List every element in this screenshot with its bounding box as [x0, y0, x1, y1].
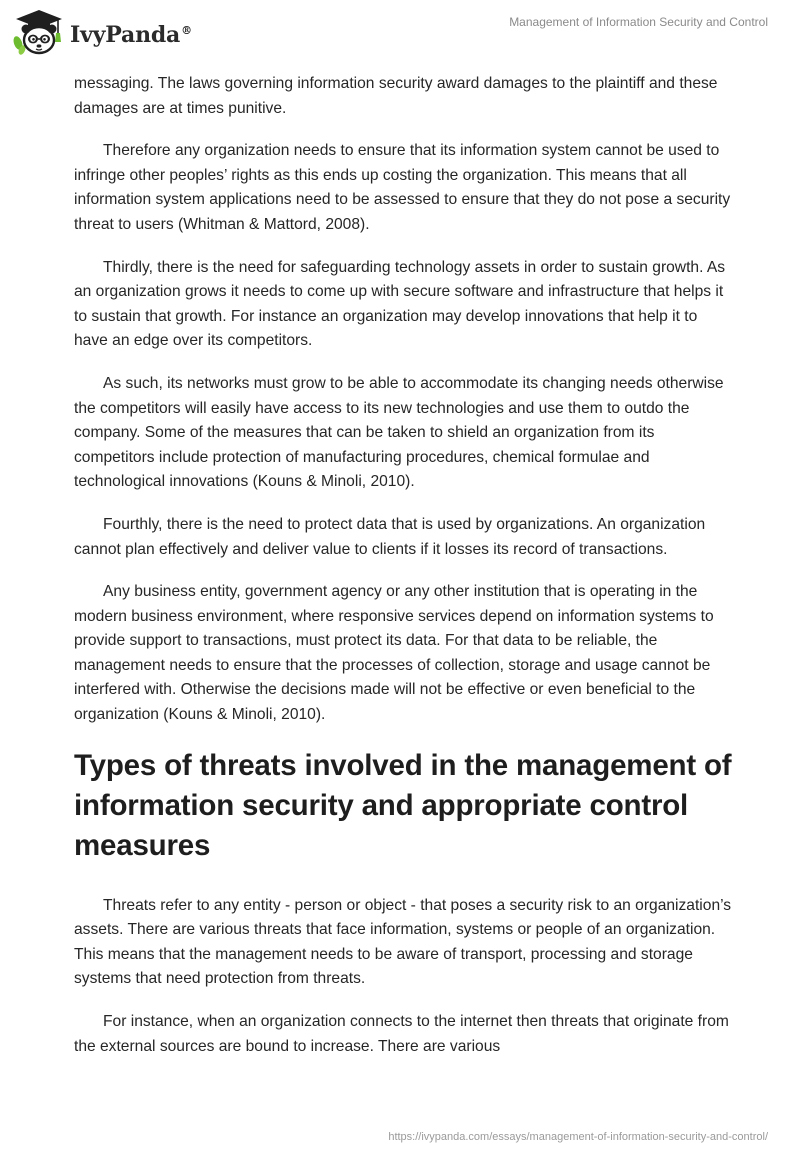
paragraph-5: Fourthly, there is the need to protect data that is used by organizations. An organization cannot plan effectively and deliver value to clients if it losses its record of transactions.	[74, 515, 706, 558]
source-url[interactable]: https://ivypanda.com/essays/management-of-information-security-and-control/	[388, 1131, 768, 1143]
paragraph-3: Thirdly, there is the need for safeguarding technology assets in order to sustain growth. As an organization grows it needs to come up with secure software and infrastructure that helps it to sustain that growth. For instance an organization may develop innovations that help it to have an edge over its competitors.	[74, 258, 726, 350]
paragraph-4: As such, its networks must grow to be able to accommodate its changing needs otherwise the competitors will easily have access to its new technologies and use them to outdo the company. Some of the measures that can be taken to shield an organization from its competitors include protection of manufacturing procedures, chemical formulae and technological innovations (Kouns & Minoli, 2010).	[74, 374, 724, 491]
paragraph-7: Threats refer to any entity - person or object - that poses a security risk to an organization’s assets. There are various threats that face information, systems or people of an organization. This means that the management needs to be aware of transport, processing and storage systems that need protection from threats.	[74, 896, 732, 988]
document-title: Management of Information Security and Control	[509, 15, 768, 29]
paragraph-6: Any business entity, government agency or any other institution that is operating in the modern business environment, where responsive services depend on information systems to provide support to transactions, must protect its data. For that data to be reliable, the management needs to ensure that the processes of collection, storage and usage cannot be interfered with. Otherwise the decisions made will not be effective or even beneficial to the organization (Kouns & Minoli, 2010).	[74, 583, 714, 724]
paragraph-8: For instance, when an organization connects to the internet then threats that originate from the external sources are bound to increase. There are various	[74, 1013, 729, 1055]
site-logo[interactable]	[12, 8, 192, 56]
paragraph-1: messaging. The laws governing information security award damages to the plaintiff and these damages are at times punitive.	[74, 75, 718, 117]
page-header	[0, 0, 800, 70]
section-heading: Types of threats involved in the management of information security and appropriate control measures	[74, 748, 732, 862]
panda-graduate-icon	[12, 8, 66, 56]
brand-name	[70, 22, 192, 48]
essay-content	[74, 72, 734, 1077]
brand-name-text: IvyPanda	[70, 22, 181, 48]
paragraph-2: Therefore any organization needs to ensure that its information system cannot be used to infringe other peoples’ rights as this ends up costing the organization. This means that all information system applications need to be assessed to ensure that they do not pose a security threat to users (Whitman & Mattord, 2008).	[74, 142, 731, 233]
registered-mark: ®	[181, 23, 192, 37]
